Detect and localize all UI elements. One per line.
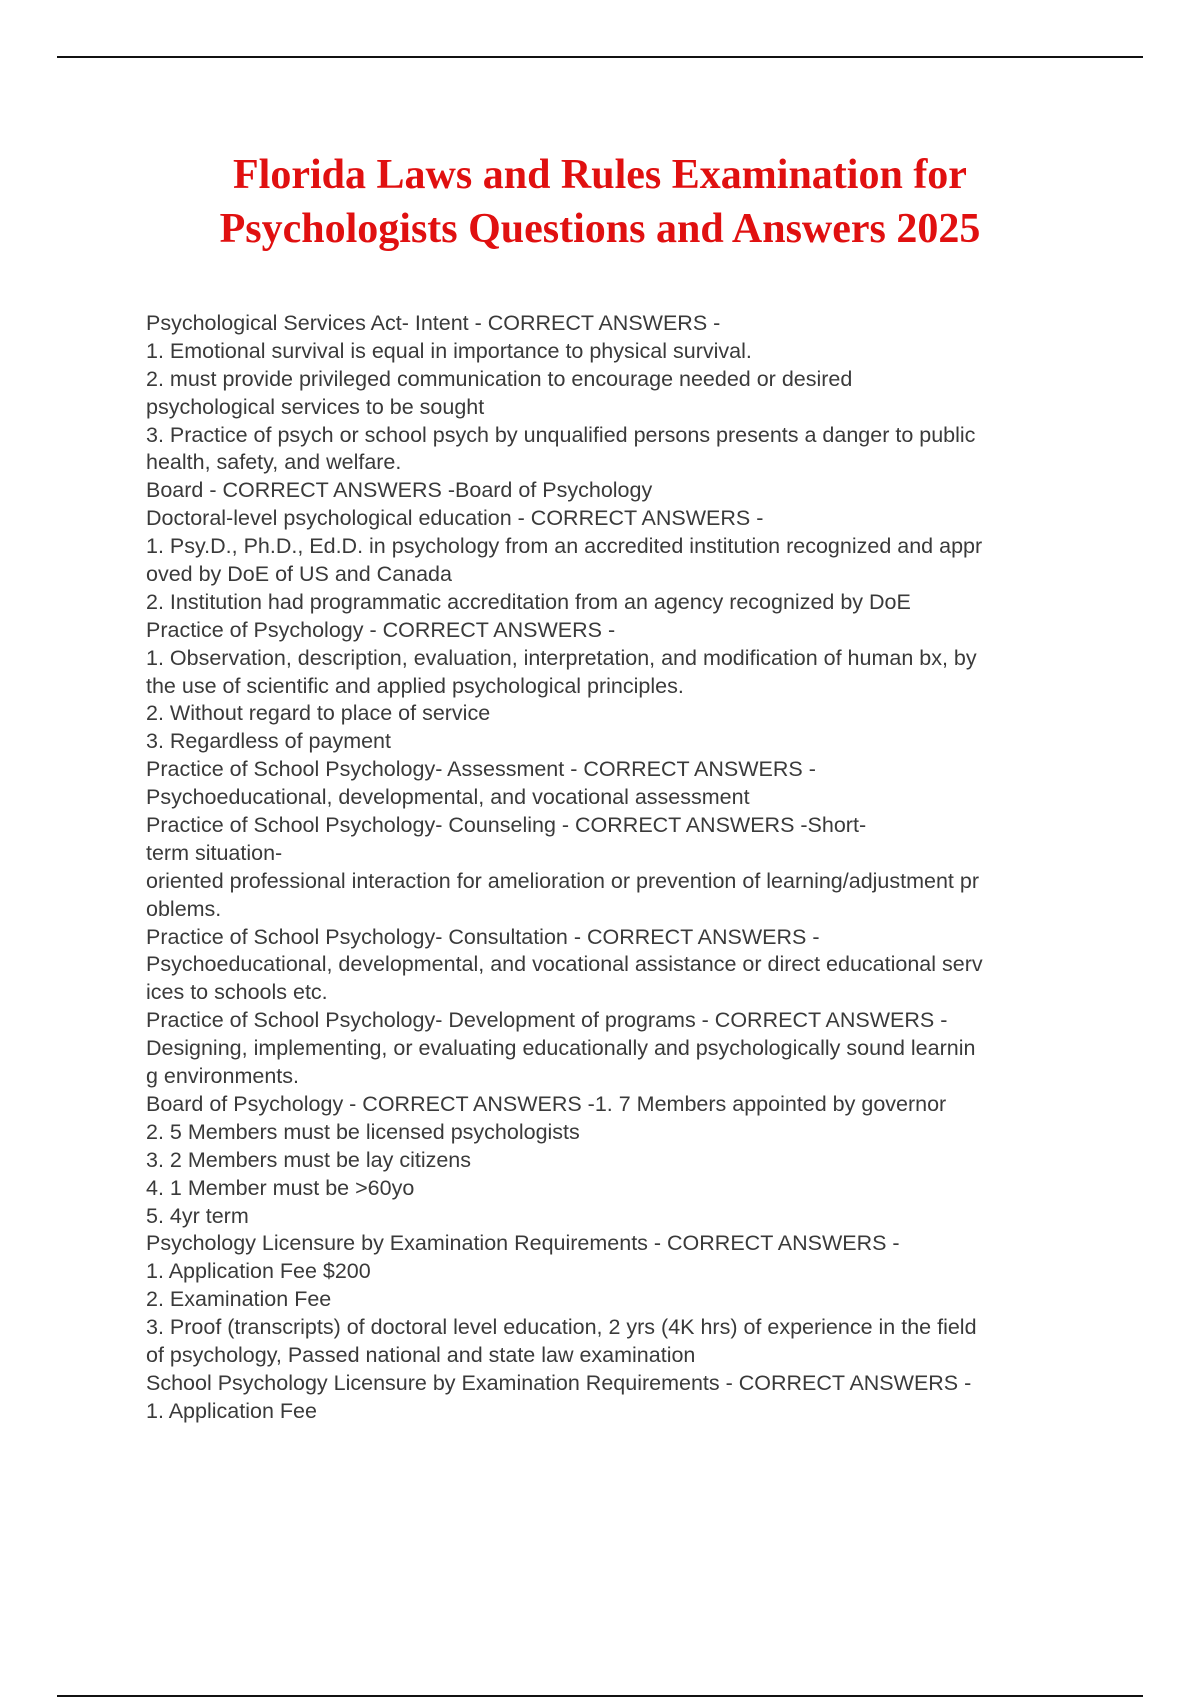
body-text-line: Practice of School Psychology- Consultation - CORRECT ANSWERS - bbox=[146, 924, 820, 949]
body-text-line: Psychology Licensure by Examination Requirements - CORRECT ANSWERS - bbox=[146, 1231, 900, 1256]
body-text-line: Designing, implementing, or evaluating educationally and psychologically sound learnin bbox=[146, 1036, 976, 1061]
body-text-line: 1. Observation, description, evaluation, interpretation, and modification of human bx, by bbox=[146, 645, 977, 670]
body-text-line: 1. Application Fee bbox=[146, 1398, 317, 1423]
body-text-line: 3. Practice of psych or school psych by unqualified persons presents a danger to public bbox=[146, 422, 976, 447]
title-line: Florida Laws and Rules Examination for bbox=[233, 152, 967, 198]
body-text-line: 1. Psy.D., Ph.D., Ed.D. in psychology from an accredited institution recognized and appr bbox=[146, 534, 983, 559]
body-text-line: 2. Institution had programmatic accreditation from an agency recognized by DoE bbox=[146, 589, 911, 614]
top-rule bbox=[57, 56, 1143, 58]
body-text-line: 1. Emotional survival is equal in importance to physical survival. bbox=[146, 338, 752, 363]
body-text-line: psychological services to be sought bbox=[146, 394, 485, 419]
body-text-line: 2. Without regard to place of service bbox=[146, 701, 491, 726]
body-text-line: Doctoral-level psychological education - CORRECT ANSWERS - bbox=[146, 506, 764, 531]
body-text-line: Practice of School Psychology- Assessment - CORRECT ANSWERS - bbox=[146, 757, 816, 782]
body-text-line: Practice of School Psychology- Counseling - CORRECT ANSWERS -Short- bbox=[146, 813, 867, 838]
body-text-line: 3. 2 Members must be lay citizens bbox=[146, 1147, 472, 1172]
body-text-line: oved by DoE of US and Canada bbox=[146, 562, 452, 587]
body-text-line: Practice of School Psychology- Development of programs - CORRECT ANSWERS - bbox=[146, 1008, 948, 1033]
body-text-line: oriented professional interaction for amelioration or prevention of learning/adjustment pr bbox=[146, 868, 979, 893]
body-text-line: 3. Proof (transcripts) of doctoral level education, 2 yrs (4K hrs) of experience in the field bbox=[146, 1315, 977, 1340]
body-text-line: 1. Application Fee $200 bbox=[146, 1259, 371, 1284]
body-text-line: ices to schools etc. bbox=[146, 980, 328, 1005]
body-text-line: g environments. bbox=[146, 1064, 299, 1089]
body-text-line: the use of scientific and applied psychological principles. bbox=[146, 673, 684, 698]
body-text-line: Board - CORRECT ANSWERS -Board of Psychology bbox=[146, 478, 653, 503]
body-text-line: Psychoeducational, developmental, and vocational assessment bbox=[146, 785, 750, 810]
body-text-line: 4. 1 Member must be >60yo bbox=[146, 1175, 415, 1200]
document-title bbox=[100, 148, 1100, 256]
body-text-line: 3. Regardless of payment bbox=[146, 729, 391, 754]
bottom-rule bbox=[57, 1695, 1143, 1697]
body-text-line: Psychoeducational, developmental, and vocational assistance or direct educational serv bbox=[146, 952, 983, 977]
body-text-line: of psychology, Passed national and state law examination bbox=[146, 1342, 696, 1367]
body-text-line: 2. 5 Members must be licensed psychologists bbox=[146, 1119, 580, 1144]
document-body bbox=[146, 310, 1106, 1426]
body-text-line: 2. must provide privileged communication to encourage needed or desired bbox=[146, 366, 853, 391]
body-text-line: 2. Examination Fee bbox=[146, 1287, 332, 1312]
body-text-line: Board of Psychology - CORRECT ANSWERS -1. 7 Members appointed by governor bbox=[146, 1091, 947, 1116]
body-text-line: Psychological Services Act- Intent - CORRECT ANSWERS - bbox=[146, 311, 721, 335]
title-line: Psychologists Questions and Answers 2025 bbox=[219, 206, 981, 252]
body-text-line: term situation- bbox=[146, 840, 283, 865]
body-text-line: 5. 4yr term bbox=[146, 1203, 249, 1228]
body-text-line: health, safety, and welfare. bbox=[146, 450, 402, 475]
body-text-line: oblems. bbox=[146, 896, 222, 921]
body-text-line: School Psychology Licensure by Examination Requirements - CORRECT ANSWERS - bbox=[146, 1370, 972, 1395]
body-text-line: Practice of Psychology - CORRECT ANSWERS - bbox=[146, 617, 616, 642]
